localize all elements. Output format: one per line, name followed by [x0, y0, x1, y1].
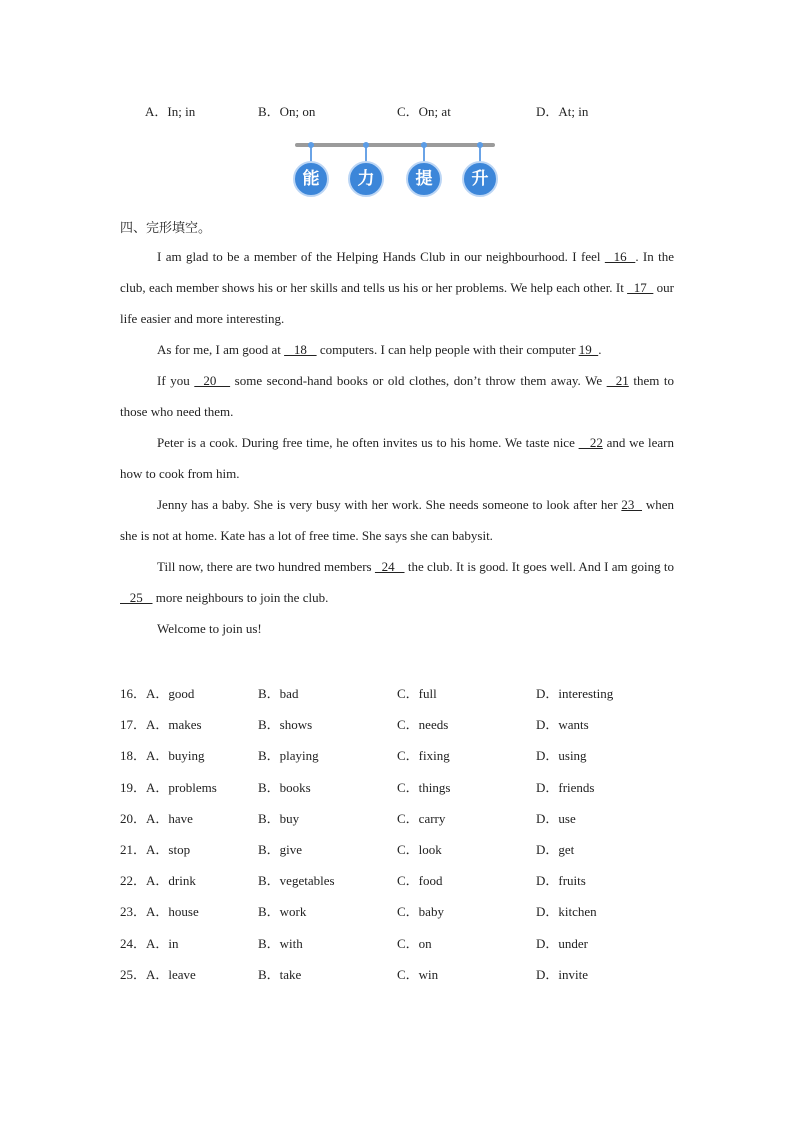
- question-row: [120, 684, 680, 704]
- banner-char-4: 升: [462, 161, 498, 197]
- question-row: [120, 965, 680, 985]
- passage-text: computers. I can help people with their computer: [316, 342, 579, 357]
- question-row: [120, 934, 680, 954]
- question-option: [120, 934, 179, 954]
- passage-text: I am glad to be a member of the Helping Hands Club in our neighbourhood. I feel: [157, 249, 605, 264]
- question-number: 18．: [120, 748, 147, 763]
- banner-dot: [308, 142, 314, 148]
- blank-18: 18: [284, 342, 317, 357]
- option-c: C．fixing: [397, 748, 450, 763]
- blank-19: 19: [578, 342, 599, 357]
- question-number: 20．: [120, 811, 147, 826]
- option-a: A．stop: [146, 842, 191, 857]
- option-c: C．needs: [397, 717, 449, 732]
- option-c: C．On; at: [397, 104, 451, 119]
- option-d: D．invite: [536, 967, 588, 982]
- blank-21: 21: [606, 373, 629, 388]
- passage-text: when she is not at home. Kate has a lot of free time. She says she can babysit.: [120, 497, 674, 543]
- question-option: [120, 902, 199, 922]
- question-number: 21．: [120, 842, 147, 857]
- option-b: B．shows: [258, 717, 313, 732]
- option-c: C．full: [397, 686, 437, 701]
- blank-25: 25: [120, 590, 153, 605]
- question-option: [120, 871, 196, 891]
- passage-text: As for me, I am good at: [157, 342, 285, 357]
- passage-text: Till now, there are two hundred members: [157, 559, 375, 574]
- option-b: B．playing: [258, 748, 319, 763]
- passage-text: If you: [157, 373, 195, 388]
- question-row: [120, 746, 680, 766]
- passage-text: and we learn how to cook from him.: [120, 435, 674, 481]
- section-title: 四、完形填空。: [120, 221, 212, 236]
- banner-char-2: 力: [348, 161, 384, 197]
- option-c: C．food: [397, 873, 443, 888]
- passage-paragraph: [120, 334, 674, 365]
- option-a: A．good: [146, 686, 195, 701]
- option-d: D．fruits: [536, 873, 586, 888]
- blank-23: 23: [621, 497, 643, 512]
- option-d: D．kitchen: [536, 904, 597, 919]
- option-c: C．look: [397, 842, 442, 857]
- blank-17: 17: [627, 280, 654, 295]
- question-row: [120, 871, 680, 891]
- question-option: [120, 809, 193, 829]
- passage-text: Peter is a cook. During free time, he often invites us to his home. We taste nice: [157, 435, 579, 450]
- question-option: [120, 746, 205, 766]
- option-b: B．give: [258, 842, 303, 857]
- question-number: 17．: [120, 717, 147, 732]
- option-a: A．leave: [146, 967, 196, 982]
- option-a: A．house: [146, 904, 199, 919]
- passage-text: our life easier and more interesting.: [120, 280, 674, 326]
- cloze-passage: [120, 241, 674, 644]
- passage-text: Jenny has a baby. She is very busy with her work. She needs someone to look after her: [157, 497, 622, 512]
- option-d: D．At; in: [536, 104, 589, 119]
- option-c: C．win: [397, 967, 439, 982]
- option-b: B．buy: [258, 811, 300, 826]
- option-b: B．On; on: [258, 104, 316, 119]
- previous-question-options: [120, 102, 680, 122]
- question-number: 25．: [120, 967, 147, 982]
- section-banner: [292, 139, 502, 201]
- question-option: [120, 715, 202, 735]
- passage-text: .: [598, 342, 602, 357]
- question-number: 19．: [120, 780, 147, 795]
- option-a: A．have: [146, 811, 193, 826]
- option-d: D．interesting: [536, 686, 614, 701]
- option-d: D．using: [536, 748, 587, 763]
- option-c: C．carry: [397, 811, 446, 826]
- option-c: C．things: [397, 780, 451, 795]
- option-d: D．under: [536, 936, 588, 951]
- option-a: A．in: [146, 936, 179, 951]
- banner-dot: [477, 142, 483, 148]
- option-d: D．get: [536, 842, 575, 857]
- option-b: B．with: [258, 936, 303, 951]
- blank-20: 20: [194, 373, 231, 388]
- question-row: [120, 778, 680, 798]
- passage-paragraph: [120, 427, 674, 489]
- option-a: A．buying: [146, 748, 205, 763]
- banner-bar: [295, 143, 495, 147]
- passage-text: . In the club, each member shows his or her skills and tells us his or her problems. We help each other. It: [120, 249, 675, 295]
- question-number: 22．: [120, 873, 147, 888]
- question-number: 24．: [120, 936, 147, 951]
- banner-dot: [421, 142, 427, 148]
- question-row: [120, 840, 680, 860]
- blank-24: 24: [374, 559, 405, 574]
- blank-22: 22: [578, 435, 603, 450]
- passage-paragraph: [120, 613, 674, 644]
- option-d: D．friends: [536, 780, 595, 795]
- question-number: 23．: [120, 904, 147, 919]
- passage-text: the club. It is good. It goes well. And I am going to: [404, 559, 675, 574]
- question-option: [120, 965, 196, 985]
- option-b: B．take: [258, 967, 302, 982]
- banner-dot: [363, 142, 369, 148]
- passage-text: Welcome to join us!: [157, 621, 262, 636]
- question-row: [120, 715, 680, 735]
- option-a: A．In; in: [145, 104, 196, 119]
- option-a: A．makes: [146, 717, 202, 732]
- question-row: [120, 809, 680, 829]
- question-option: [120, 840, 190, 860]
- passage-paragraph: [120, 241, 674, 334]
- option-b: B．vegetables: [258, 873, 335, 888]
- option-c: C．on: [397, 936, 432, 951]
- banner-char-3: 提: [406, 161, 442, 197]
- option-a: A．problems: [146, 780, 217, 795]
- question-number: 16．: [120, 686, 147, 701]
- banner-char-1: 能: [293, 161, 329, 197]
- passage-text: them to those who need them.: [120, 373, 675, 419]
- passage-text: some second-hand books or old clothes, don’t throw them away. We: [230, 373, 607, 388]
- option-b: B．bad: [258, 686, 299, 701]
- passage-text: more neighbours to join the club.: [152, 590, 329, 605]
- question-option: [120, 684, 194, 704]
- passage-paragraph: [120, 551, 674, 613]
- option-a: A．drink: [146, 873, 196, 888]
- option-b: B．work: [258, 904, 307, 919]
- blank-16: 16: [604, 249, 636, 264]
- option-b: B．books: [258, 780, 311, 795]
- passage-paragraph: [120, 365, 674, 427]
- question-option: [120, 778, 217, 798]
- passage-paragraph: [120, 489, 674, 551]
- option-c: C．baby: [397, 904, 444, 919]
- question-row: [120, 902, 680, 922]
- option-d: D．use: [536, 811, 576, 826]
- option-d: D．wants: [536, 717, 589, 732]
